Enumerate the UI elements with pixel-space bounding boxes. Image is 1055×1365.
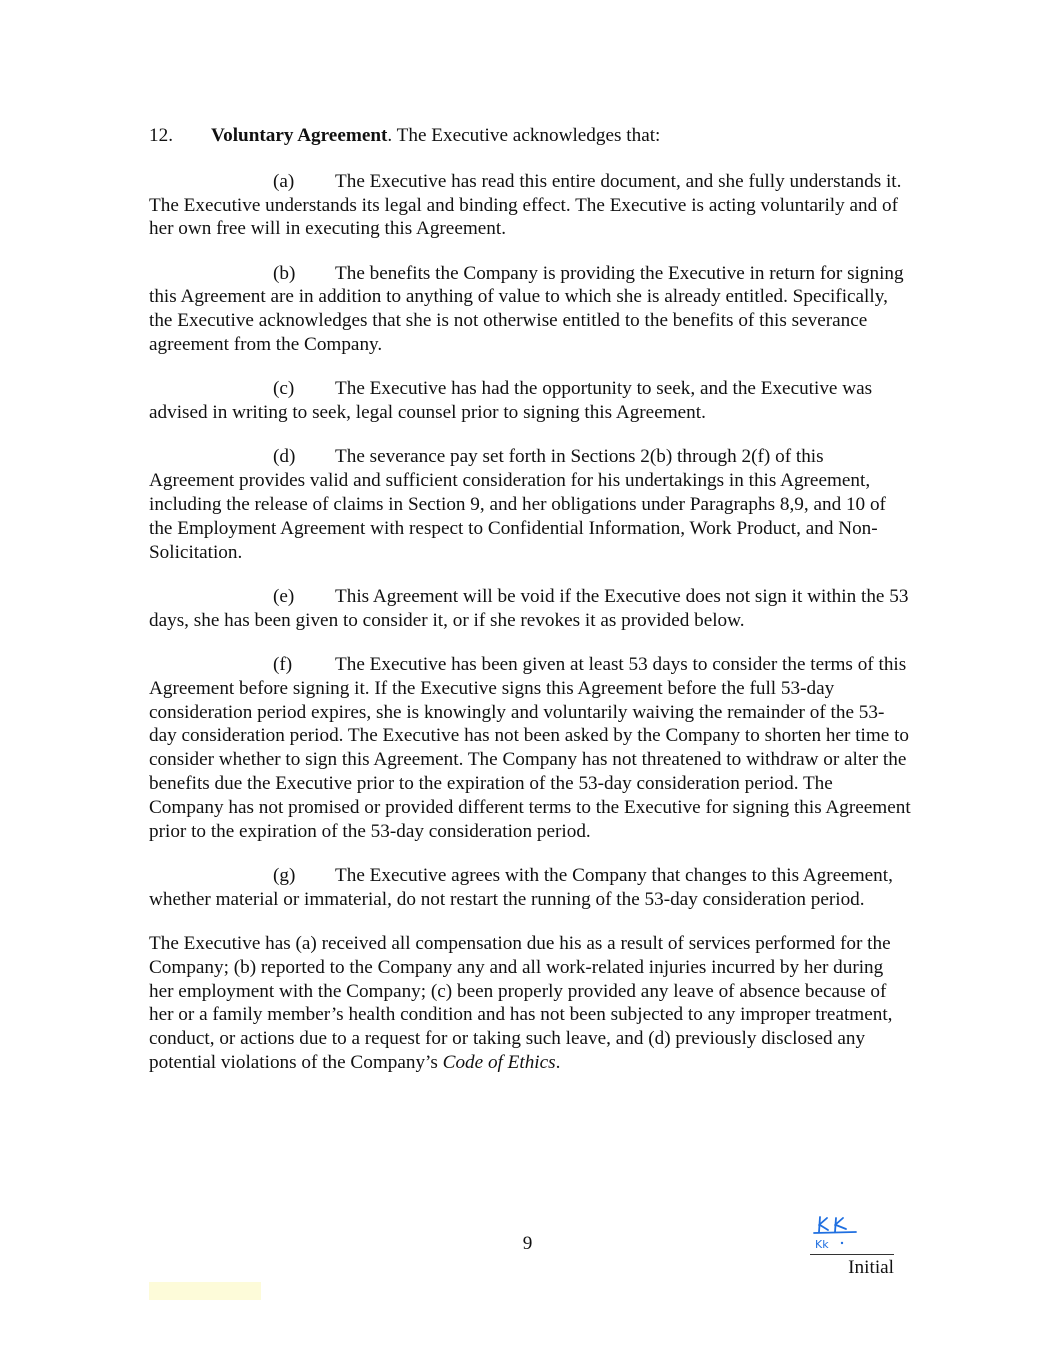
- clause-c: [149, 377, 911, 425]
- code-of-ethics-title: Code of Ethics: [442, 1052, 556, 1073]
- closing-paragraph: [149, 932, 911, 1075]
- clause-label: (f): [273, 654, 293, 676]
- clause-text: signing this Agreement are in addition to anything of value to which she is already entitled. Specifically, the Executive acknowledges that she is not otherwise entitled to the benefits of this severance agreement from the Company.: [149, 262, 904, 356]
- clause-first-line: The Executive has had the opportunity to seek, and the Executive: [335, 378, 838, 400]
- clause-a: [149, 170, 911, 241]
- clause-text: the 53 days, she has been given to consider it, or if she revokes it as provided below.: [149, 585, 909, 631]
- initials-dot: [841, 1242, 843, 1244]
- section-heading: [149, 124, 911, 148]
- clause-label: (a): [273, 170, 295, 192]
- clause-e: [149, 585, 911, 633]
- initials-stroke: [814, 1217, 856, 1233]
- highlight-mark: [149, 1282, 261, 1300]
- clause-label: (d): [273, 446, 296, 468]
- closing-period: .: [555, 1052, 561, 1073]
- clause-b: [149, 262, 911, 357]
- clause-first-line: This Agreement will be void if the Executive does not sign it within: [335, 585, 857, 607]
- initial-label: Initial: [848, 1257, 894, 1278]
- page-number: 9: [522, 1233, 533, 1254]
- clause-text: understands it. The Executive understands its legal and binding effect. The Executive is acting voluntarily and of her own free will in executing this Agreement.: [149, 170, 902, 240]
- clause-text: was advised in writing to seek, legal counsel prior to signing this Agreement.: [149, 378, 873, 424]
- clause-g: [149, 864, 911, 912]
- clause-label: (e): [273, 585, 295, 607]
- section-intro: . The Executive acknowledges that:: [387, 125, 661, 146]
- clause-d: [149, 445, 911, 564]
- clause-first-line: The Executive has read this entire document, and she fully: [335, 170, 785, 192]
- clause-text: Agreement provides valid and sufficient consideration for his undertakings in this Agreement, including the release of claims in Section 9, and her obligations under Paragraphs 8,9, and 10 of the Employment Agreement with respect to Confidential Information, Work Product, and Non-Solicitation.: [149, 470, 886, 563]
- clause-first-line: The benefits the Company is providing the Executive in return for: [335, 262, 843, 284]
- clause-first-line: The Executive agrees with the Company that changes to this: [335, 864, 800, 886]
- closing-text: The Executive has (a) received all compensation due his as a result of services performed for the Company; (b) reported to the Company any and all work-related injuries incurred by her during her employment with the Company; (c) been properly provided any leave of absence because of her or a family member’s health condition and has not been subjected to any improper treatment, conduct, or actions due to a request for or taking such leave, and (d) previously disclosed any potential violations of the Company’s: [149, 933, 893, 1073]
- clause-f: [149, 653, 911, 843]
- initial-signature-line: [810, 1254, 894, 1255]
- clause-first-line: The severance pay set forth in Sections 2(b) through 2(f) of this: [335, 446, 824, 468]
- document-body: [149, 124, 911, 1075]
- clause-label: (c): [273, 378, 295, 400]
- clause-text: of this Agreement before signing it. If the Executive signs this Agreement before the full 53-day consideration period expires, she is knowingly and voluntarily waiving the remainder of the 53-day consideration period. The Executive has not been asked by the Company to shorten her time to consider whether to sign this Agreement. The Company has not threatened to withdraw or alter the benefits due the Executive prior to the expiration of the 53-day consideration period. The Company has not promised or provided different terms to the Executive for signing this Agreement prior to the expiration of the 53-day consideration period.: [149, 654, 911, 842]
- section-title: Voluntary Agreement: [211, 125, 388, 146]
- clause-label: (g): [273, 864, 296, 886]
- clause-text: Agreement, whether material or immaterial, do not restart the running of the 53-day consideration period.: [149, 864, 893, 910]
- clause-first-line: The Executive has been given at least 53 days to consider the terms: [335, 654, 853, 676]
- section-number: 12.: [149, 125, 173, 146]
- initials-stamp: Kk: [815, 1238, 829, 1250]
- handwritten-initials: [810, 1212, 860, 1250]
- clause-label: (b): [273, 262, 296, 284]
